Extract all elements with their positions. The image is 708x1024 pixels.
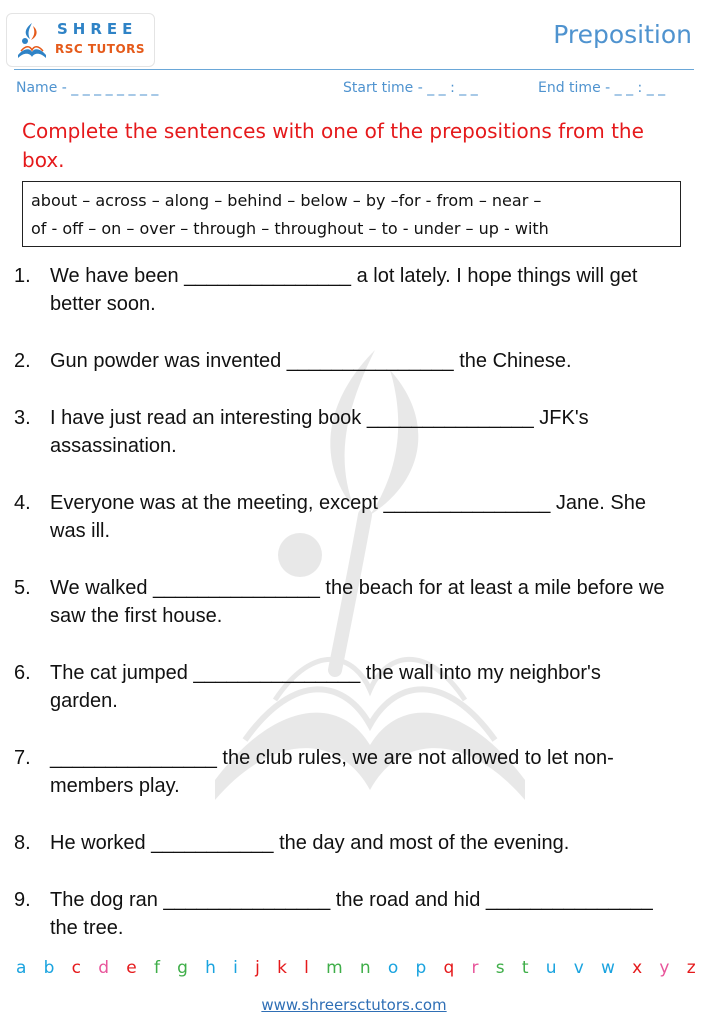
question-number: 4. — [14, 492, 31, 514]
question-number: 7. — [14, 747, 31, 769]
alphabet-letter: o — [387, 958, 399, 978]
question-text: I have just read an interesting book _______________ JFK's assassination. — [50, 407, 589, 457]
question-item — [14, 404, 674, 460]
question-item — [14, 659, 674, 715]
alphabet-letter: l — [304, 958, 309, 978]
question-item — [14, 347, 674, 375]
alphabet-letter: z — [686, 958, 696, 978]
alphabet-letter: j — [255, 958, 260, 978]
question-text: _______________ the club rules, we are not allowed to let non-members play. — [50, 747, 614, 797]
alphabet-letter: y — [659, 958, 670, 978]
alphabet-letter: s — [495, 958, 505, 978]
instruction-text: Complete the sentences with one of the prepositions from the box. — [22, 119, 644, 172]
alphabet-letter: c — [71, 958, 82, 978]
alphabet-strip — [16, 958, 696, 978]
question-text: We walked _______________ the beach for at least a mile before we saw the first house. — [50, 577, 665, 627]
question-item — [14, 744, 674, 800]
alphabet-letter: r — [471, 958, 479, 978]
start-time-field[interactable]: Start time - _ _ : _ _ — [343, 80, 478, 96]
header-divider — [14, 69, 694, 70]
question-text: The cat jumped _______________ the wall into my neighbor's garden. — [50, 662, 601, 712]
alphabet-letter: i — [233, 958, 238, 978]
question-text: We have been _______________ a lot lately. I hope things will get better soon. — [50, 265, 638, 315]
alphabet-letter: x — [632, 958, 643, 978]
question-number: 6. — [14, 662, 31, 684]
question-item — [14, 886, 674, 942]
question-number: 5. — [14, 577, 31, 599]
question-list — [14, 262, 674, 942]
question-item — [14, 574, 674, 630]
question-number: 1. — [14, 265, 31, 287]
logo-shree-text: SHREE — [57, 20, 138, 38]
alphabet-letter: d — [98, 958, 110, 978]
question-text: He worked ___________ the day and most of the evening. — [50, 832, 570, 854]
question-number: 3. — [14, 407, 31, 429]
alphabet-letter: b — [43, 958, 55, 978]
question-number: 9. — [14, 889, 31, 911]
question-text: Gun powder was invented _______________ the Chinese. — [50, 350, 572, 372]
end-time-field[interactable]: End time - _ _ : _ _ — [538, 80, 666, 96]
alphabet-letter: q — [443, 958, 455, 978]
alphabet-letter: t — [521, 958, 529, 978]
alphabet-letter: a — [16, 958, 27, 978]
question-number: 2. — [14, 350, 31, 372]
alphabet-letter: n — [359, 958, 371, 978]
website-link[interactable]: www.shreersctutors.com — [261, 996, 447, 1014]
alphabet-letter: w — [601, 958, 615, 978]
alphabet-letter: v — [573, 958, 584, 978]
page-title: Preposition — [553, 20, 692, 49]
preposition-word-box — [22, 181, 681, 247]
alphabet-letter: h — [205, 958, 216, 978]
word-box-line-2: of - off – on – over – through – throughout – to - under – up - with — [31, 219, 549, 238]
question-text: The dog ran _______________ the road and hid _______________ the tree. — [50, 889, 653, 939]
alphabet-letter: e — [126, 958, 137, 978]
question-text: Everyone was at the meeting, except _______________ Jane. She was ill. — [50, 492, 646, 542]
name-field[interactable]: Name - _ _ _ _ _ _ _ _ — [16, 80, 159, 96]
alphabet-letter: p — [415, 958, 427, 978]
brand-logo — [6, 13, 155, 67]
question-item — [14, 489, 674, 545]
alphabet-letter: m — [326, 958, 343, 978]
logo-emblem-icon — [15, 21, 49, 61]
alphabet-letter: g — [177, 958, 188, 978]
question-item — [14, 829, 674, 857]
alphabet-letter: k — [277, 958, 287, 978]
question-number: 8. — [14, 832, 31, 854]
alphabet-letter: u — [545, 958, 557, 978]
alphabet-letter: f — [153, 958, 160, 978]
question-item — [14, 262, 674, 318]
word-box-line-1: about – across – along – behind – below – by –for - from – near – — [31, 191, 542, 210]
logo-tutors-text: RSC TUTORS — [55, 42, 146, 56]
